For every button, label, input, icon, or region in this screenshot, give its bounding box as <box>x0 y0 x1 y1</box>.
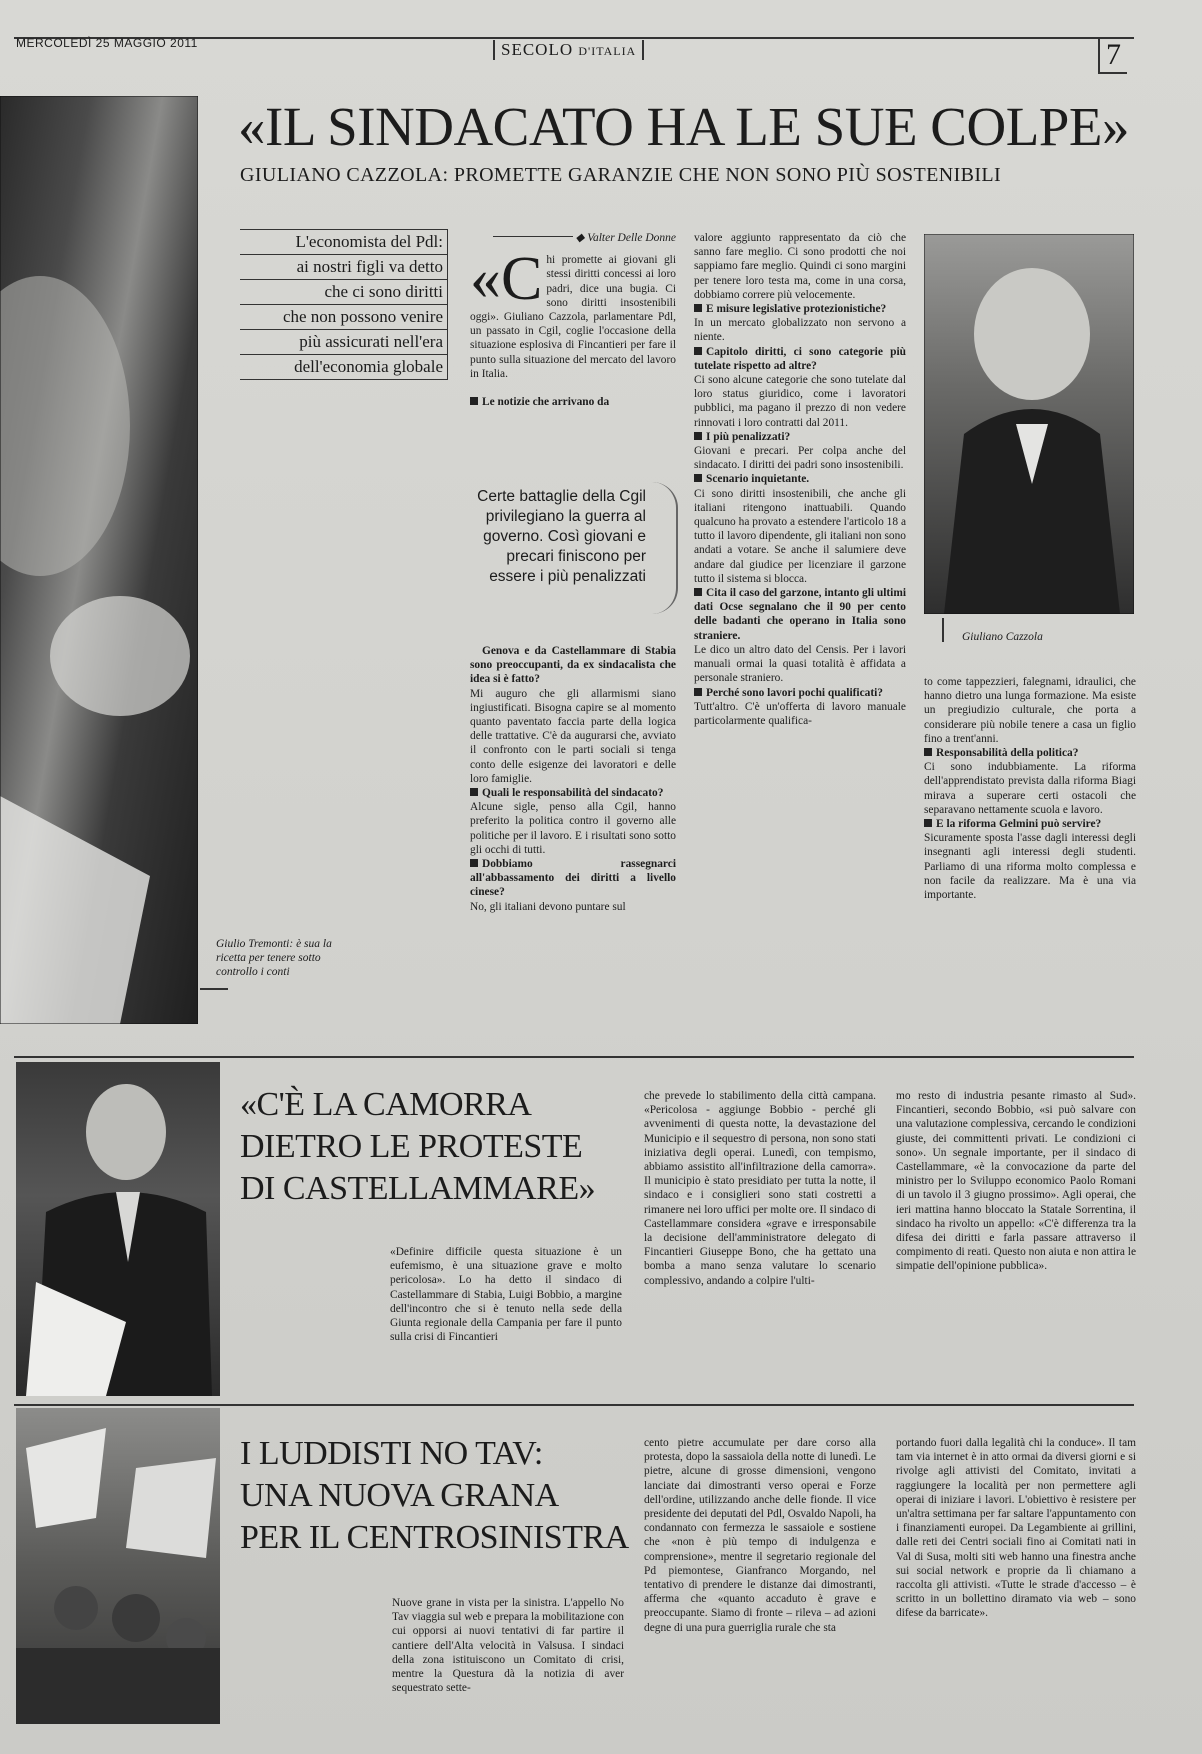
answer-text: Tutt'altro. C'è un'offerta di lavoro manuale particolarmente qualifica- <box>694 700 906 727</box>
question-text: Capitolo diritti, ci sono categorie più tutelate rispetto ad altre? <box>694 345 906 372</box>
answer-text: Mi auguro che gli allarmismi siano ingiustificati. Bisogna capire se al momento quanto paventato faccia parte della logica delle trattative. C'è da augurarsi che, avviato il confronto con le parti sociali si tenga conto delle esigenze dei lavoratori e delle loro famiglie. <box>470 687 676 785</box>
square-bullet-icon <box>694 588 702 596</box>
headline-line: DI CASTELLAMMARE» <box>240 1170 596 1207</box>
question <box>694 430 906 444</box>
square-bullet-icon <box>694 304 702 312</box>
square-bullet-icon <box>470 788 478 796</box>
question-text: Genova e da Castellammare di Stabia sono preoccupanti, da ex sindacalista che idea si è fatto? <box>470 645 676 686</box>
answer-text: to come tappezzieri, falegnami, idraulici, che hanno dietro una lunga formazione. Ma esiste un pregiudizio culturale, che porta a considerare più nobile tenere a casa un figlio fino a trent'anni. <box>924 676 1136 745</box>
article2-col3: mo resto di industria pesante rimasto al Sud». Fincantieri, secondo Bobbio, «si può salvare con una valutazione complessiva, cercando le condizioni giuste, dei committenti privati. Le condizioni ci sono». Un segnale importante, per il sindaco di Castellammare, «è la convocazione da parte del ministro per lo Sviluppo economico Paolo Romani di un tavolo il 3 giugno prossimo». Agli operai, che ieri mattina hanno bloccato la Statale Sorrentina, il sindaco ha rivolto un appello: «C'è differenza tra la difesa dei diritti e farla passare attraverso il compimento di reati. Questo non aiuta e non attira le simpatie dell'opinione pubblica». <box>896 1090 1136 1273</box>
question <box>694 345 906 373</box>
answer-text: valore aggiunto rappresentato da ciò che sanno fare meglio. Ci sono prodotti che noi sappiamo fare meglio. Quindi ci sono margini per tenere loro testa ma, come in una corsa, dobbiamo correre più velocemente. <box>694 232 906 301</box>
headline-line: «C'È LA CAMORRA <box>240 1086 532 1123</box>
article1-headline: «IL SINDACATO HA LE SUE COLPE» <box>238 96 1129 157</box>
question-text: Le notizie che arrivano da <box>482 396 610 409</box>
headline-line: I LUDDISTI NO TAV: <box>240 1435 543 1472</box>
article1-lead-paragraph <box>470 245 676 381</box>
quote-line: che ci sono diritti <box>240 279 448 304</box>
question-text: E misure legislative protezionistiche? <box>706 303 887 316</box>
byline-text: ◆ Valter Delle Donne <box>575 232 676 244</box>
section-divider <box>14 1404 1134 1406</box>
issue-date: MERCOLEDÌ 25 MAGGIO 2011 <box>16 36 198 50</box>
article3-col2: cento pietre accumulate per dare corso alla protesta, dopo la sassaiola della notte di lunedì. Le pietre, alcune di grosse dimensioni, vengono lanciate dai dimostranti verso operai e Forze dell'ordine, utilizzando anche delle fionde. Il vice presidente dei deputati del Pdl, Osvaldo Napoli, ha condannato con fermezza le sassaiole e sostiene che «non è più tempo di indulgenza e comprensione», mentre il segretario regionale del Pd piemontese, Gianfranco Morgando, nel tentativo di prendere le distanze dai dimostranti, afferma che «quanto accaduto è grave e preoccupante. Siamo di fronte – rileva – ad azioni degne di una pura guerriglia rurale che sta <box>644 1437 876 1634</box>
photo-tremonti <box>0 96 198 1024</box>
article2-col2: che prevede lo stabilimento della città campana. «Pericolosa - aggiunge Bobbio - perché gli avvenimenti di questa notte, la devastazione del Municipio e il sequestro di persona, non sono stati iniziativa degli operai. Lunedì, con tempismo, abbiamo assistito all'infiltrazione della camorra». Il municipio è stato presidiato per tutta la notte, il sindaco e i consiglieri sono stati costretti a rimanere nei loro uffici per molte ore. Il sindaco di Castellammare considera «grave e irresponsabile la decisione dell'amministratore delegato di Fincantieri Giuseppe Bono, che ha gettato una bomba a mano senza valutare lo scenario complessivo, andando a colpire l'ulti- <box>644 1090 876 1287</box>
page-number: 7 <box>1098 38 1127 74</box>
headline-line: DIETRO LE PROTESTE <box>240 1128 583 1165</box>
question <box>470 857 676 900</box>
masthead-title: SECOLO <box>501 40 574 59</box>
section-divider <box>14 1056 1134 1058</box>
quote-line: che non possono venire <box>240 304 448 329</box>
article3-col3: portando fuori dalla legalità chi la conduce». Il tam tam via internet è in atto ormai da diversi giorni e si rivolge agli attivisti del Comitato, invitati a raggiungere la località per non permettere agli operai di iniziare i lavori. L'obiettivo è resistere per un'altra settimana per far saltare l'appuntamento con i finanziamenti europei. Da Legambiente ai grillini, dalle reti dei Centri sociali fino ai Comitati nati in Val di Susa, molti siti web hanno una finestra anche sui social network e proprie da lì chiamano a raccolta gli attivisti. «Tutte le strade d'accesso – è scritto in un bollettino diramato via web – sono difese da barricate». <box>896 1437 1136 1620</box>
article1-quote-box <box>240 229 448 380</box>
photo-cazzola-art <box>924 234 1134 614</box>
question-text: Cita il caso del garzone, intanto gli ultimi dati Ocse segnalano che il 90 per cento delle badanti che operano in Italia sono straniere. <box>694 587 906 642</box>
answer-text: Le dico un altro dato del Censis. Per i lavori manuali ormai la quasi totalità è affidata a personale straniero. <box>694 643 906 685</box>
question <box>924 746 1136 760</box>
quote-line: dell'economia globale <box>240 354 448 380</box>
article2-headline <box>240 1084 595 1210</box>
question <box>470 395 676 409</box>
question-text: I più penalizzati? <box>706 430 791 443</box>
question-text: E la riforma Gelmini può servire? <box>936 818 1102 831</box>
article1-col3 <box>694 231 906 728</box>
article1-col1 <box>470 231 676 409</box>
answer-text: Alcune sigle, penso alla Cgil, hanno preferito la politica contro il governo alle politiche per il lavoro. E i risultati sono sotto gli occhi di tutti. <box>470 801 676 856</box>
caption-tremonti: Giulio Tremonti: è sua la ricetta per tenere sotto controllo i conti <box>216 938 332 978</box>
question-text: Quali le responsabilità del sindacato? <box>482 787 664 800</box>
question <box>694 302 906 316</box>
question-text: Responsabilità della politica? <box>936 747 1079 760</box>
square-bullet-icon <box>470 859 478 867</box>
square-bullet-icon <box>470 397 478 405</box>
article1-col2 <box>470 644 676 914</box>
square-bullet-icon <box>694 432 702 440</box>
square-bullet-icon <box>694 688 702 696</box>
quote-line: più assicurati nell'era <box>240 329 448 354</box>
square-bullet-icon <box>694 347 702 355</box>
question-text: Perché sono lavori pochi qualificati? <box>706 686 883 699</box>
question <box>694 586 906 643</box>
square-bullet-icon <box>924 819 932 827</box>
byline <box>470 231 676 245</box>
square-bullet-icon <box>924 748 932 756</box>
quote-line: ai nostri figli va detto <box>240 254 448 279</box>
pull-quote: Certe battaglie della Cgil privilegiano la guerra al governo. Così giovani e precari finiscono per essere i più penalizzati <box>477 488 646 585</box>
photo-bobbio-art <box>16 1062 220 1396</box>
quote-line: L'economista del Pdl: <box>240 229 448 254</box>
photo-bobbio <box>16 1062 220 1396</box>
article3-headline <box>240 1433 629 1559</box>
headline-line: PER IL CENTROSINISTRA <box>240 1519 629 1556</box>
answer-text: Ci sono indubbiamente. La riforma dell'apprendistato prevista dalla riforma Biagi mirava a superare certi ostacoli che separavano nettamente scuola e lavoro. <box>924 761 1136 816</box>
question-text: Scenario inquietante. <box>706 473 810 486</box>
photo-cazzola <box>924 234 1134 614</box>
caption-tremonti-rule <box>200 988 228 990</box>
caption-cazzola-rule <box>942 618 944 642</box>
dropcap: «C <box>470 245 543 314</box>
question <box>924 817 1136 831</box>
photo-tremonti-art <box>0 96 198 1024</box>
masthead-subtitle: D'ITALIA <box>578 44 637 58</box>
question <box>694 472 906 486</box>
photo-no-tav-protest <box>16 1408 220 1724</box>
answer-text: In un mercato globalizzato non servono a niente. <box>694 317 906 344</box>
question <box>694 686 906 700</box>
masthead <box>493 40 644 60</box>
article1-col4 <box>924 675 1136 902</box>
article1-lead: hi promette ai giovani gli stessi diritti concessi ai loro padri, dice una bugia. Ci sono diritti insostenibili oggi». Giuliano Cazzola, parlamentare Pdl, un passato in Cgil, coglie l'occasione della situazione esplosiva di Fincantieri per fare il punto sulla situazione del mercato del lavoro in Italia. <box>470 254 676 380</box>
article1-subheadline: GIULIANO CAZZOLA: PROMETTE GARANZIE CHE NON SONO PIÙ SOSTENIBILI <box>240 164 1002 186</box>
answer-text: Giovani e precari. Per colpa anche del sindacato. I diritti dei padri sono insostenibili. <box>694 445 906 472</box>
question-text: Dobbiamo rassegnarci all'abbassamento dei diritti a livello cinese? <box>470 858 676 899</box>
pull-quote-bracket <box>652 482 678 614</box>
answer-text: Sicuramente sposta l'asse dagli interessi degli insegnanti agli interessi degli studenti. Parliamo di una riforma molto complessa e non facile da realizzare. Ma è una via importante. <box>924 832 1136 902</box>
headline-line: UNA NUOVA GRANA <box>240 1477 559 1514</box>
square-bullet-icon <box>694 474 702 482</box>
article3-col1: Nuove grane in vista per la sinistra. L'appello No Tav viaggia sul web e prepara la mobilitazione con cui opporsi ai nuovi tentativi di far partire il cantiere dell'Alta velocità in Valsusa. I sindaci della zona istituiscono un Comitato di crisi, mentre la Questura dà la notizia di aver sequestrato sette- <box>392 1597 624 1695</box>
article2-col1: «Definire difficile questa situazione è un eufemismo, è una situazione grave e molto pericolosa». Lo ha detto il sindaco di Castellammare di Stabia, Luigi Bobbio, a margine dell'incontro che si è tenuto nella sede della Giunta regionale della Campania per fare il punto sulla crisi di Fincantieri <box>390 1246 622 1344</box>
answer-text: Ci sono alcune categorie che sono tutelate dal loro status giuridico, come i lavoratori pubblici, ma pagano il prezzo di non vedere rinnovati i loro contratti dal 2011. <box>694 374 906 429</box>
question <box>470 786 676 800</box>
caption-cazzola: Giuliano Cazzola <box>962 631 1043 643</box>
answer-text: No, gli italiani devono puntare sul <box>470 900 626 913</box>
answer-text: Ci sono diritti insostenibili, che anche gli italiani ritengono inattuabili. Quando qualcuno ha provato a estendere l'articolo 18 a tutto il lavoro dipendente, gli italiani non sono andati a votare. Se anche il salumiere deve andare dal giudice per licenziare il garzone tutto il sistema si blocca. <box>694 487 906 585</box>
photo-no-tav-art <box>16 1408 220 1724</box>
